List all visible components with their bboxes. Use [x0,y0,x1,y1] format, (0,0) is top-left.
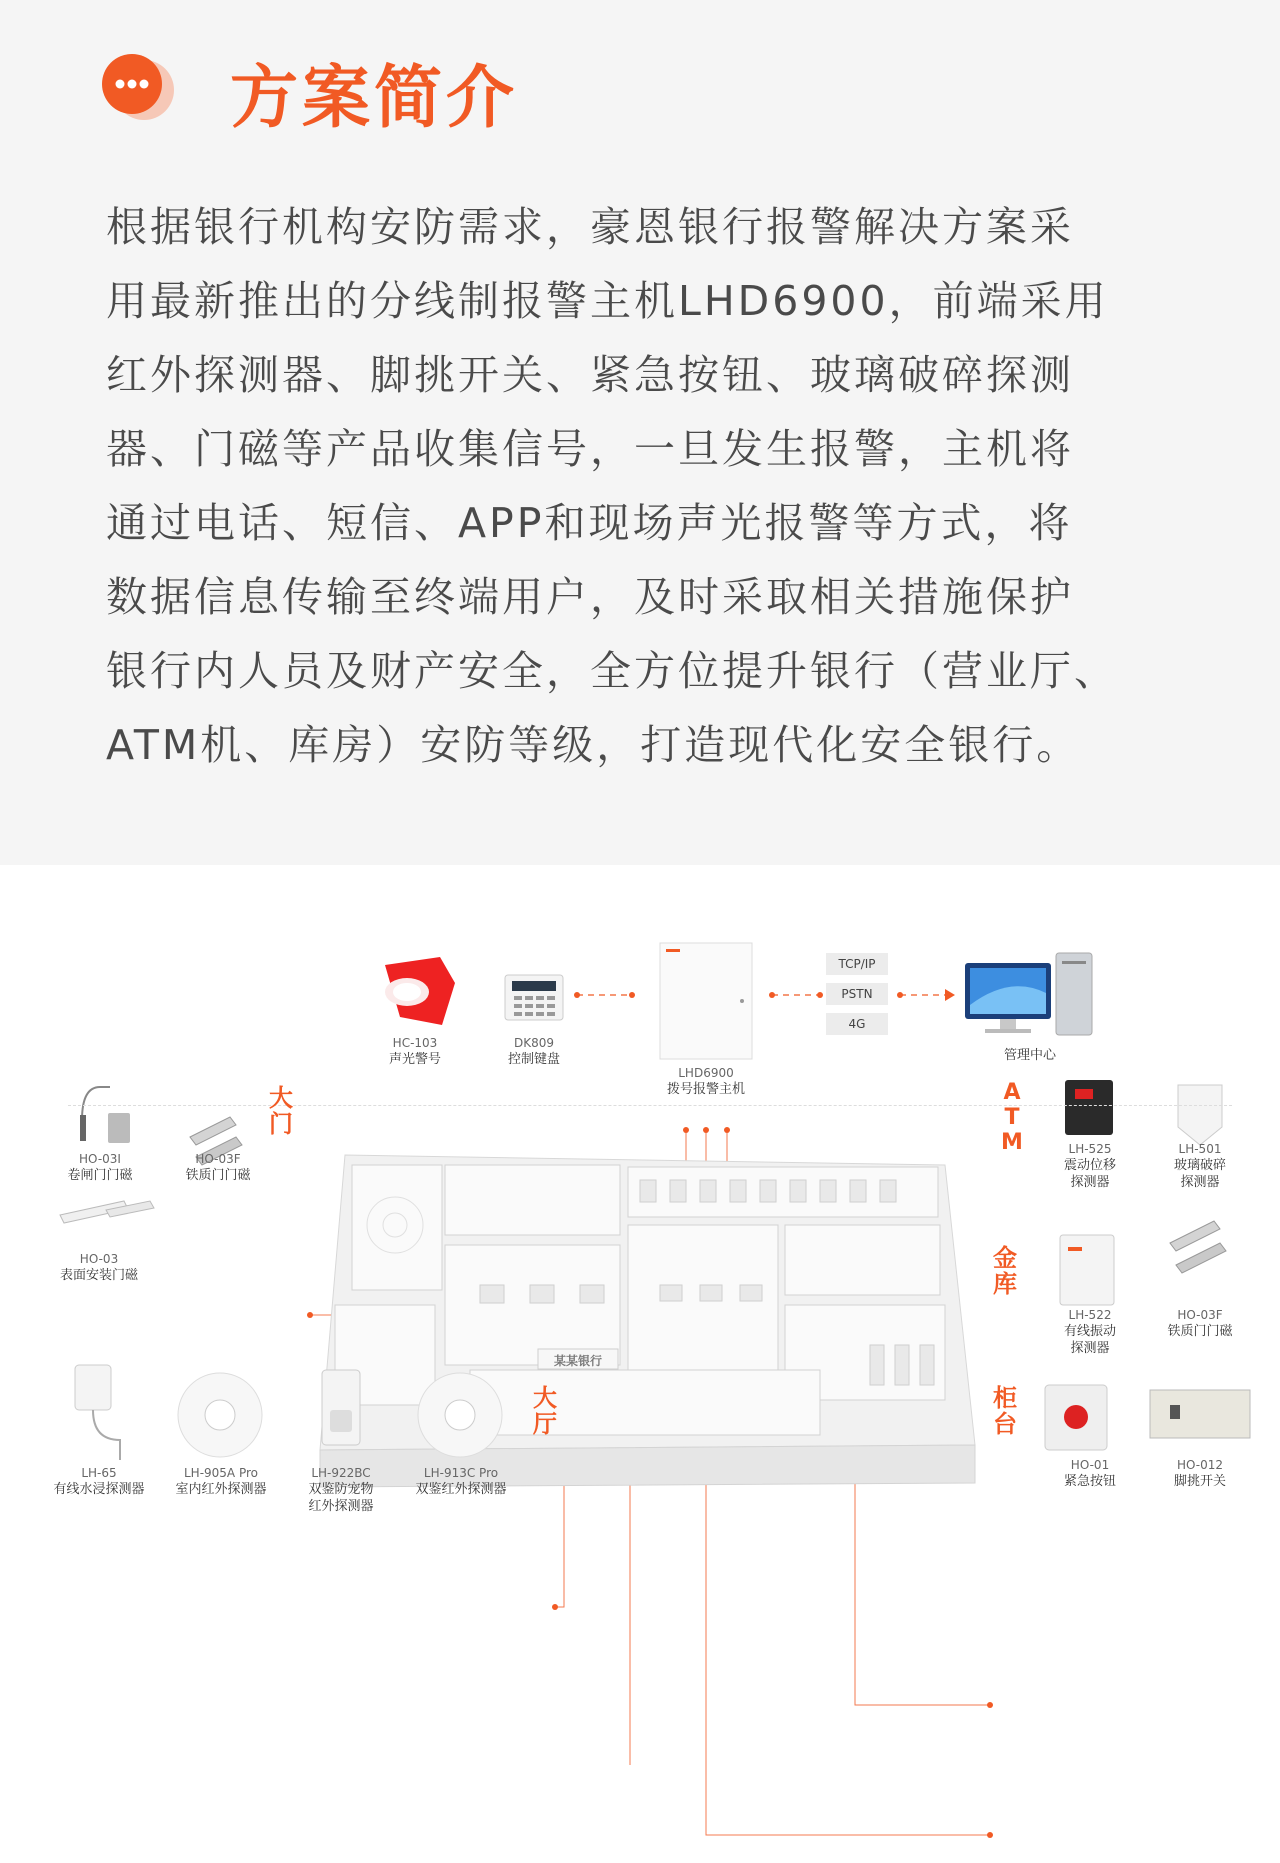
iron-door-contact-icon [1170,1221,1226,1273]
water-leak-detector-icon [75,1365,120,1460]
left-device: HO-03I 卷闸门门磁 [67,1152,133,1183]
network-tcpip: TCP/IP [826,953,888,975]
intro-line: 红外探测器、脚挑开关、紧急按钮、玻璃破碎探测 [106,351,1074,399]
siren-icon [385,957,455,1025]
vibration-detector-icon [1065,1080,1113,1135]
computer-icon [965,953,1092,1035]
divider [68,1105,1232,1106]
alarm-host-icon [660,943,752,1059]
zone-vault: 金库 [993,1244,1017,1298]
bank-sign: 某某银行 [553,1354,602,1368]
surface-door-contact-icon [60,1201,154,1223]
rolling-door-contact-icon [80,1087,130,1143]
zone-main-door: 大门 [269,1084,293,1138]
intro-line: 银行内人员及财产安全，全方位提升银行（营业厅、 [106,647,1118,695]
pet-immune-detector-icon [322,1370,360,1445]
bottom-device: LH-922BC 双鉴防宠物 红外探测器 [308,1466,374,1514]
atm-device: LH-525 震动位移 探测器 [1063,1142,1116,1190]
keypad-device: DK809 控制键盘 [507,1036,560,1067]
ceiling-ir-detector-icon [178,1373,262,1457]
diagram-graphics [0,865,1280,1863]
siren-device: HC-103 声光警号 [388,1036,441,1067]
zone-hall: 大厅 [533,1384,557,1438]
panic-button-icon [1045,1385,1107,1450]
vault-device: LH-522 有线振动 探测器 [1063,1308,1116,1356]
counter-device: HO-012 脚挑开关 [1173,1458,1226,1489]
chat-bubble-icon [92,50,182,122]
intro-line: 器、门磁等产品收集信号，一旦发生报警，主机将 [106,425,1074,473]
section-header [92,40,792,138]
bank-building-illustration [320,1155,975,1487]
foot-switch-icon [1150,1390,1250,1438]
zone-counter: 柜台 [993,1384,1017,1438]
intro-line: 数据信息传输至终端用户，及时采取相关措施保护 [106,573,1074,621]
bottom-device: LH-65 有线水浸探测器 [53,1466,145,1497]
intro-line: 根据银行机构安防需求，豪恩银行报警解决方案采 [106,203,1074,251]
intro-line: 通过电话、短信、APP和现场声光报警等方式，将 [106,499,1073,547]
network-4g: 4G [826,1013,888,1035]
intro-section [0,0,1280,860]
alarm-host-device: LHD6900 拨号报警主机 [666,1066,745,1097]
page-title: 方案简介 [230,59,519,138]
keypad-icon [505,975,563,1020]
intro-line: ATM机、库房）安防等级，打造现代化安全银行。 [106,721,1081,769]
intro-line: 用最新推出的分线制报警主机LHD6900，前端采用 [106,277,1109,325]
left-device: HO-03F 铁质门门磁 [185,1152,251,1183]
network-pstn: PSTN [826,983,888,1005]
zone-atm: ATM [1001,1080,1023,1155]
vault-device: HO-03F 铁质门门磁 [1167,1308,1233,1339]
left-device: HO-03 表面安装门磁 [59,1252,138,1283]
bottom-device: LH-913C Pro 双鉴红外探测器 [415,1466,507,1497]
intro-paragraph [106,190,1176,782]
management-center: 管理中心 [1003,1048,1056,1063]
dual-tech-detector-icon [418,1373,502,1457]
counter-device: HO-01 紧急按钮 [1063,1458,1116,1489]
system-diagram [0,865,1280,1863]
wired-vibration-detector-icon [1060,1235,1114,1305]
atm-device: LH-501 玻璃破碎 探测器 [1173,1142,1226,1190]
bottom-device: LH-905A Pro 室内红外探测器 [175,1466,267,1497]
glass-break-detector-icon [1178,1085,1222,1145]
